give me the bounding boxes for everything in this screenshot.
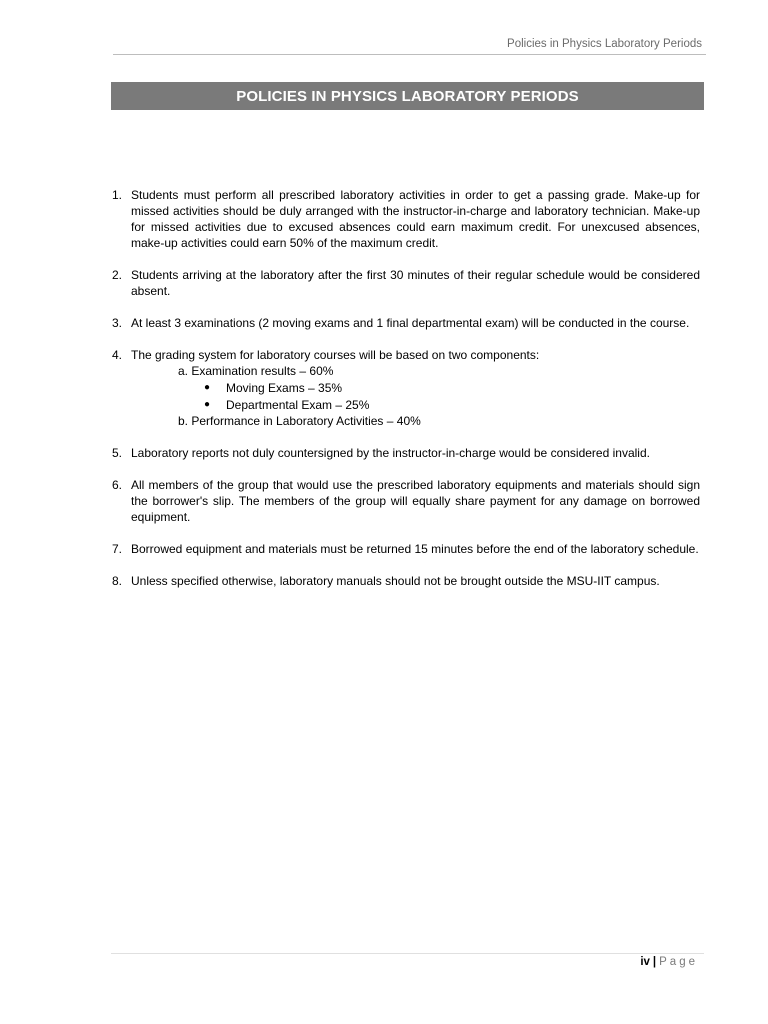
- policy-item-3: [112, 315, 700, 331]
- policy-text: Borrowed equipment and materials must be returned 15 minutes before the end of the laboratory schedule.: [131, 542, 699, 556]
- page-footer: [640, 956, 698, 968]
- grading-bullet-1: [131, 380, 700, 396]
- grading-component-b: b. Performance in Laboratory Activities – 40%: [178, 414, 421, 428]
- policy-number: 2.: [112, 268, 123, 282]
- title-banner: [111, 82, 704, 110]
- policy-item-6: [112, 477, 700, 525]
- grading-component-a: a. Examination results – 60%: [178, 364, 334, 378]
- footer-divider: [111, 953, 704, 954]
- policy-text: Students arriving at the laboratory after the first 30 minutes of their regular schedule would be considered absent.: [131, 268, 700, 298]
- policy-number: 4.: [112, 348, 123, 362]
- policy-text: Unless specified otherwise, laboratory manuals should not be brought outside the MSU-IIT campus.: [131, 574, 660, 588]
- policy-text: All members of the group that would use the prescribed laboratory equipments and materials should sign the borrower's slip. The members of the group will equally share payment for any damage on borrowed equipment.: [131, 478, 700, 524]
- page-separator: |: [652, 956, 657, 968]
- policy-text: At least 3 examinations (2 moving exams and 1 final departmental exam) will be conducted in the course.: [131, 316, 690, 330]
- header-divider: [113, 54, 706, 55]
- policy-item-8: [112, 573, 700, 589]
- policy-text: The grading system for laboratory courses will be based on two components:: [131, 348, 540, 362]
- page-title: POLICIES IN PHYSICS LABORATORY PERIODS: [236, 87, 579, 105]
- bullet-text: Departmental Exam – 25%: [226, 398, 370, 412]
- policy-number: 6.: [112, 478, 123, 492]
- page-label: Page: [659, 956, 698, 968]
- policy-number: 5.: [112, 446, 123, 460]
- bullet-text: Moving Exams – 35%: [226, 381, 343, 395]
- policy-text: Students must perform all prescribed laboratory activities in order to get a passing grade. Make-up for missed activities should be duly arranged with the instructor-in-charge and laboratory technician. Make-up for missed activities due to excused absences could earn maximum credit. For unexcused absences, make-up activities could earn 50% of the maximum credit.: [131, 188, 700, 250]
- policy-item-4: [112, 347, 700, 429]
- bullet-icon: ●: [204, 399, 211, 410]
- policy-item-5: [112, 445, 700, 461]
- running-header: Policies in Physics Laboratory Periods: [507, 38, 702, 50]
- policy-item-1: [112, 187, 700, 251]
- policy-number: 1.: [112, 188, 123, 202]
- policy-number: 3.: [112, 316, 123, 330]
- bullet-icon: ●: [204, 382, 211, 393]
- policy-item-2: [112, 267, 700, 299]
- policy-item-7: [112, 541, 700, 557]
- policy-text: Laboratory reports not duly countersigned by the instructor-in-charge would be considered invalid.: [131, 446, 650, 460]
- grading-bullet-2: [131, 397, 700, 413]
- policy-number: 8.: [112, 574, 123, 588]
- policy-number: 7.: [112, 542, 123, 556]
- policy-list: [112, 187, 700, 605]
- page-number: iv: [640, 956, 650, 968]
